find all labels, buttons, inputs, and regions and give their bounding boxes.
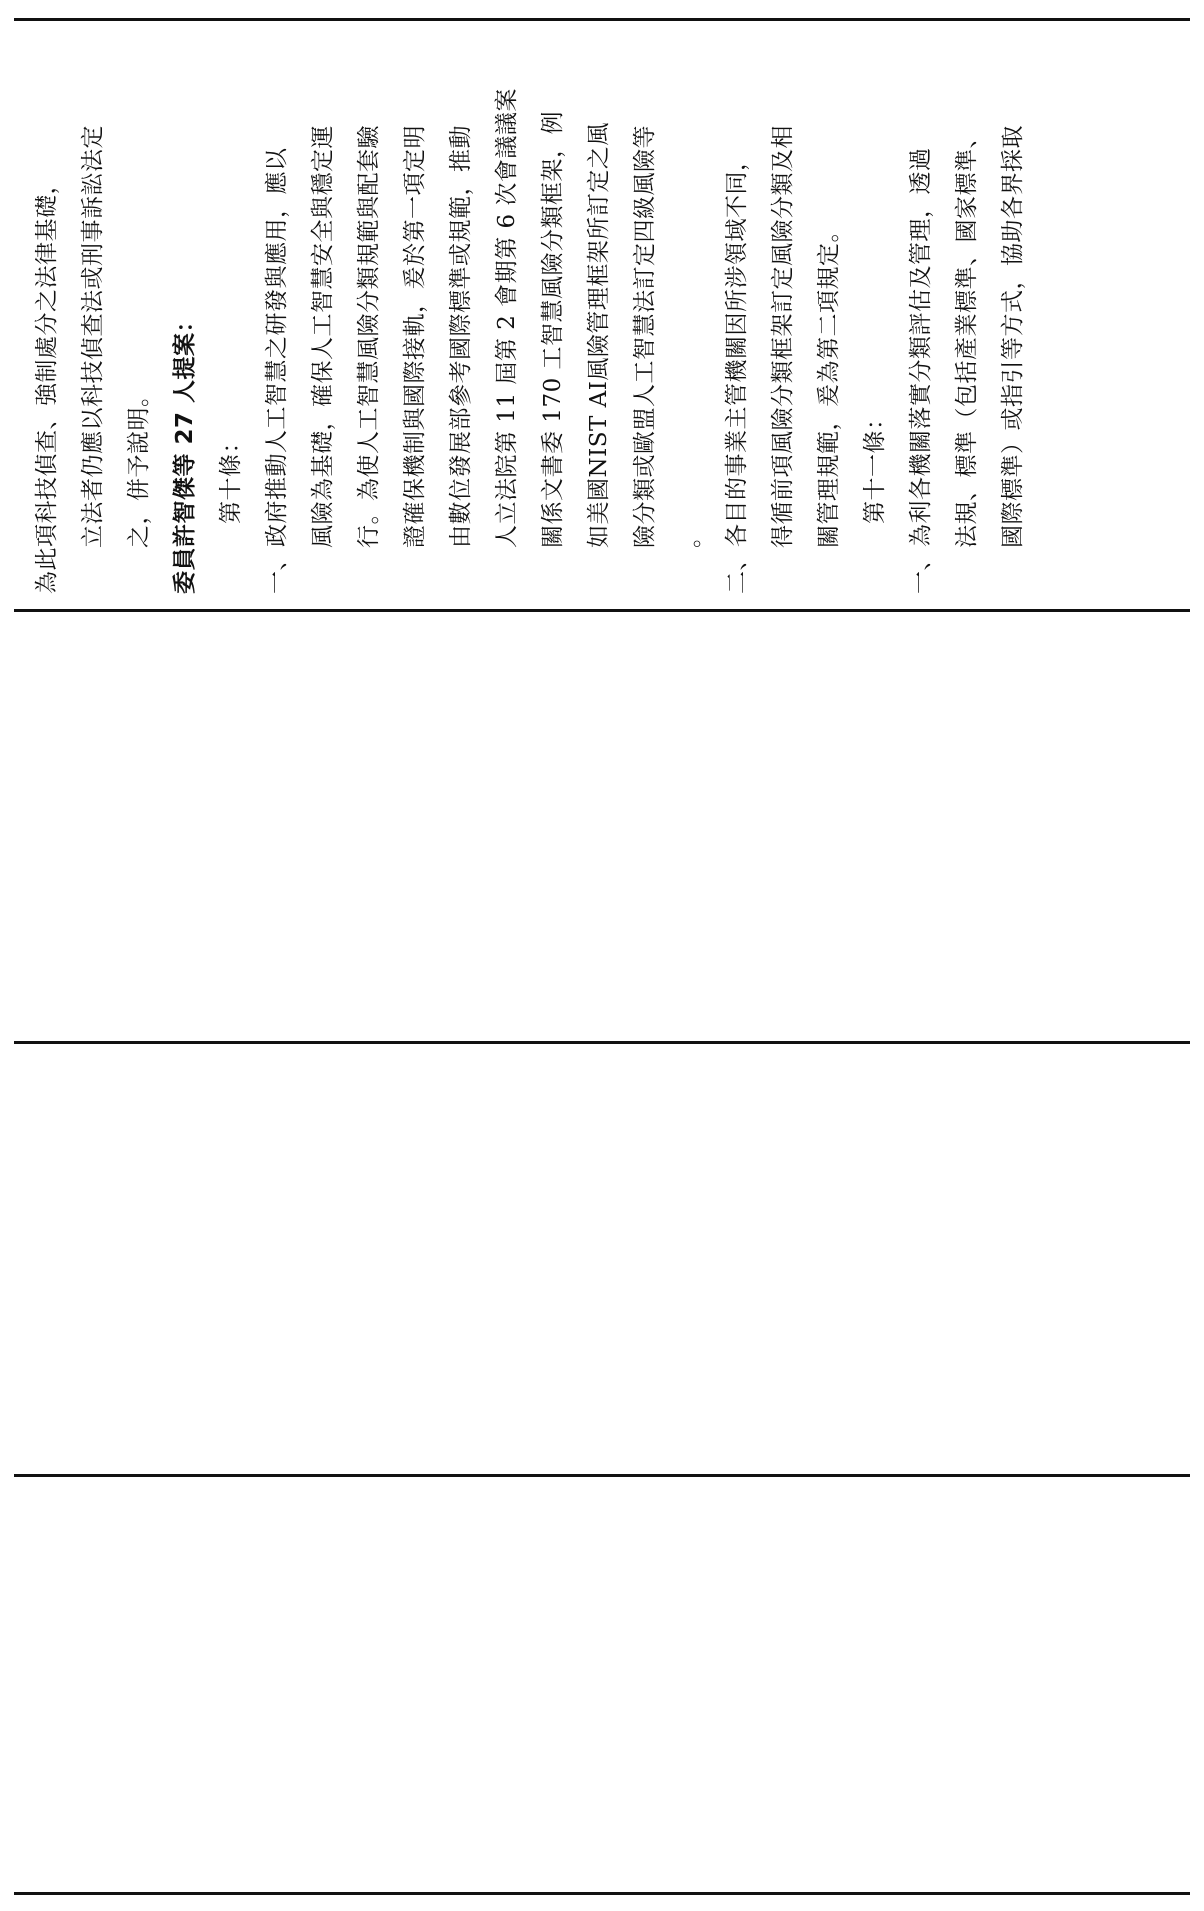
proposal-heading: 委員許智傑等 27 人提案： (172, 308, 198, 594)
text-line: 二、各目的事業主管機關因所涉領域不同， (724, 147, 750, 594)
text-line: 風險為基礎，確保人工智慧安全與穩定運 (310, 125, 336, 548)
text-line: 關管理規範，爰為第二項規定。 (816, 219, 842, 548)
top-rule (14, 18, 1190, 21)
text-line: 。 (678, 524, 704, 548)
text-line: 國際標準）或指引等方式，協助各界採取 (1000, 125, 1026, 548)
section-rule (14, 609, 1190, 612)
text-line: 為此項科技偵查、強制處分之法律基礎， (34, 171, 60, 594)
text-line: 如美國NIST AI風險管理框架所訂定之風 (586, 122, 612, 548)
rotated-text-inner (24, 30, 1188, 600)
text-line: 之，併予說明。 (126, 383, 152, 548)
article-heading: 第十一條： (862, 406, 888, 524)
text-line: 關係文書委 170 工智慧風險分類框架，例 (540, 110, 566, 548)
text-lines (24, 34, 1188, 594)
text-line: 一、為利各機關落實分類評估及管理，透過 (908, 147, 934, 594)
text-line: 行。為使人工智慧風險分類規範與配套驗 (356, 125, 382, 548)
text-line: 證確保機制與國際接軌，爰於第一項定明 (402, 125, 428, 548)
text-line: 立法者仍應以科技偵查法或刑事訴訟法定 (80, 125, 106, 548)
text-line: 得循前項風險分類框架訂定風險分類及相 (770, 125, 796, 548)
text-line: 法規、標準（包括產業標準、國家標準、 (954, 125, 980, 548)
text-line: 由數位發展部參考國際標準或規範，推動 (448, 125, 474, 548)
text-line: 一、政府推動人工智慧之研發與應用，應以 (264, 147, 290, 594)
bottom-rule (14, 1892, 1190, 1895)
section-rule (14, 1041, 1190, 1044)
section-rule (14, 1474, 1190, 1477)
text-line: 險分類或歐盟人工智慧法訂定四級風險等 (632, 125, 658, 548)
text-line: 人立法院第 11 屆第 2 會期第 6 次會議議案 (494, 88, 520, 548)
document-text-band (24, 30, 1188, 600)
article-heading: 第十條： (218, 430, 244, 524)
rotated-text-frame (24, 30, 1188, 600)
